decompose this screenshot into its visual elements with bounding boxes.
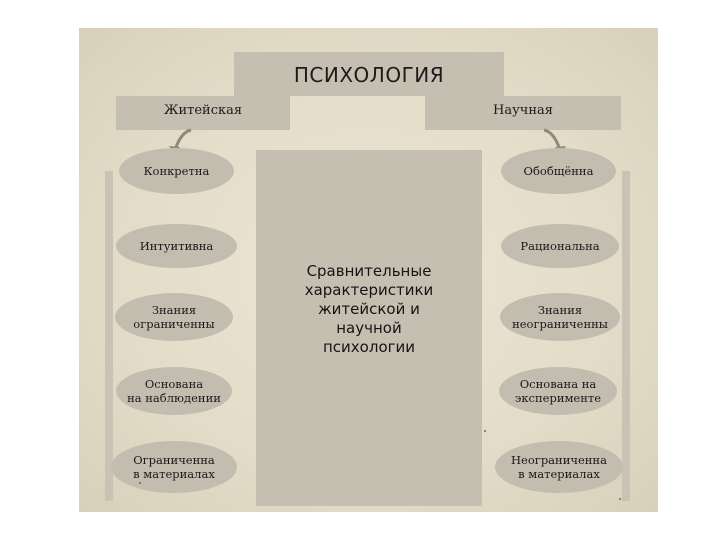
left-item-1: [119, 148, 234, 194]
decorative-speck: [619, 498, 621, 500]
right-item-3: [500, 293, 620, 341]
decorative-speck: [139, 482, 141, 484]
left-item-2: [116, 224, 237, 268]
left-item-2-label: Интуитивна: [139, 239, 214, 253]
branch-scientific-label: Научная: [493, 103, 553, 118]
right-item-1: [501, 148, 616, 194]
center-caption: Сравнительные характеристики житейской и научной психологии: [304, 262, 434, 356]
right-item-2: [501, 224, 619, 268]
branch-everyday: [116, 96, 290, 130]
branch-everyday-label: Житейская: [163, 103, 243, 118]
right-item-4-label: Основана на эксперименте: [514, 377, 602, 405]
diagram-title: ПСИХОЛОГИЯ: [293, 63, 445, 87]
title-box: [234, 52, 504, 96]
left-item-4: [116, 367, 232, 415]
left-item-3: [115, 293, 233, 341]
left-item-5-label: Ограниченна в материалах: [133, 453, 215, 481]
right-item-5-label: Неограниченна в материалах: [511, 453, 607, 481]
right-item-2-label: Рациональна: [520, 239, 600, 253]
right-item-1-label: Обобщённа: [523, 164, 594, 178]
right-vertical-line: [622, 171, 630, 501]
right-item-3-label: Знания неограниченны: [512, 303, 608, 331]
right-item-4: [499, 367, 617, 415]
branch-scientific: [425, 96, 621, 130]
left-item-5: [111, 441, 237, 493]
left-vertical-line: [105, 171, 113, 501]
left-item-1-label: Конкретна: [143, 164, 210, 178]
right-item-5: [495, 441, 623, 493]
left-item-3-label: Знания ограниченны: [133, 303, 215, 331]
decorative-speck: [484, 430, 486, 432]
left-item-4-label: Основана на наблюдении: [127, 377, 221, 405]
center-panel: [256, 150, 482, 506]
slide-background: [79, 28, 658, 512]
